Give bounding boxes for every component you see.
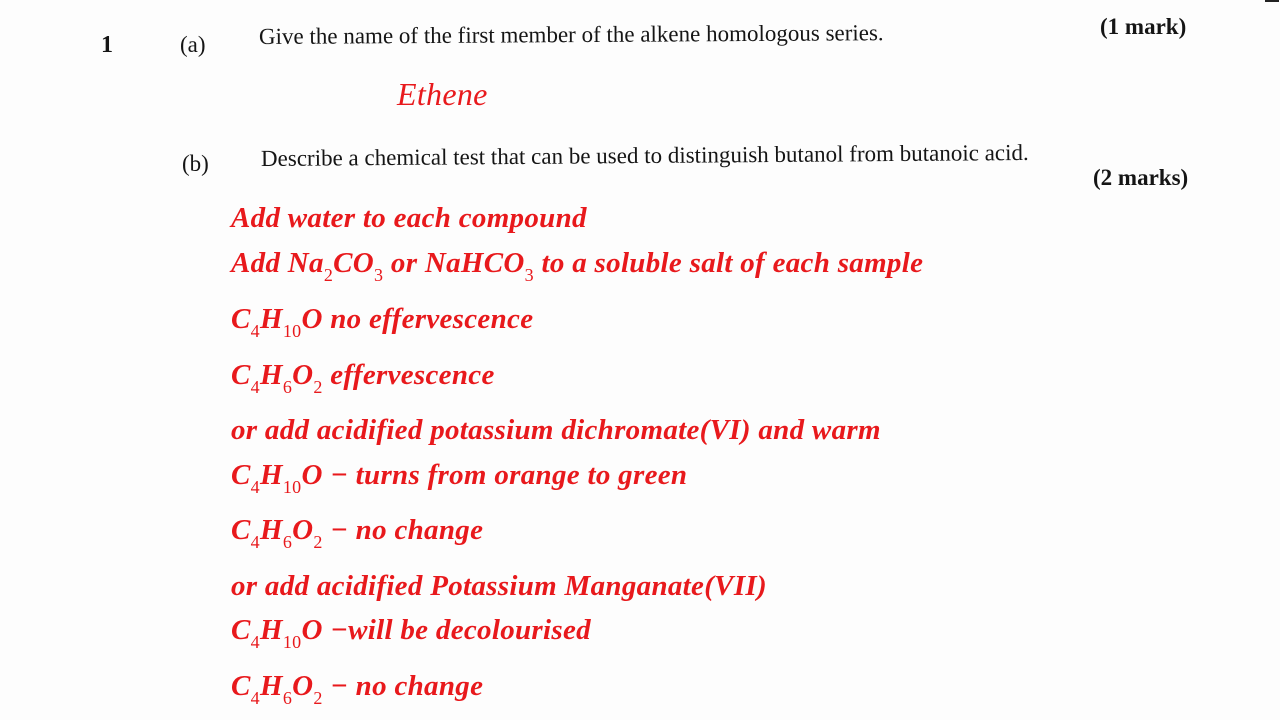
part-a-marks: (1 mark)	[1100, 14, 1187, 39]
part-b-label: (b)	[182, 151, 209, 176]
answer-line-5: or add acidified potassium dichromate(VI) and warm	[231, 414, 881, 446]
answer-line-4: $C_4H_6O_2$ effervescence	[231, 359, 495, 397]
part-b-marks: (2 marks)	[1093, 165, 1189, 190]
part-a-label: (a)	[180, 32, 206, 57]
question-number: 1	[101, 32, 113, 58]
answer-line-7: $C_4H_6O_2$ − no change	[231, 514, 484, 552]
answer-line-3: $C_4H_{10}O$ no effervescence	[231, 303, 534, 341]
part-a-question: Give the name of the first member of the alkene homologous series.	[258, 20, 884, 49]
answer-line-6: $C_4H_{10}O$ − turns from orange to green	[231, 459, 688, 497]
part-b-question: Describe a chemical test that can be used to distinguish butanol from butanoic acid.	[260, 139, 1029, 171]
answer-line-8: or add acidified Potassium Manganate(VII)	[231, 570, 767, 602]
answer-line-1: Add water to each compound	[231, 202, 587, 234]
corner-mark	[1265, 0, 1279, 2]
answer-line-9: $C_4H_{10}O$ −will be decolourised	[231, 614, 591, 652]
part-a-answer: Ethene	[397, 76, 488, 112]
answer-line-10: $C_4H_6O_2$ − no change	[231, 670, 484, 708]
answer-line-2: Add $Na_2CO_3$ or NaHCO$_3$ to a soluble salt of each sample	[231, 247, 924, 285]
